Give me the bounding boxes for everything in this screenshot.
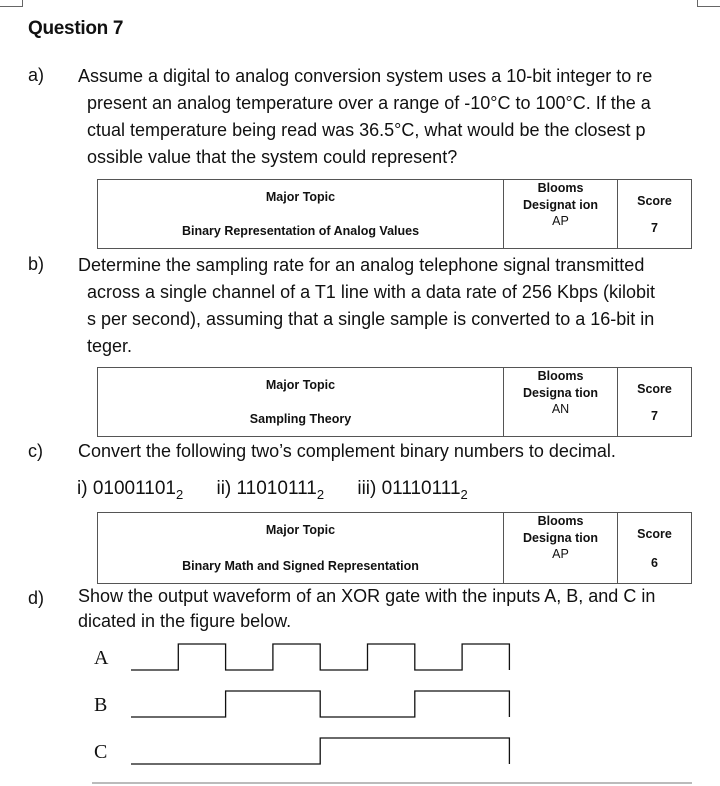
blooms-header: Blooms Designa tion	[522, 369, 598, 400]
part-b-line3: s per second), assuming that a single sample is converted to a 16-bit in	[87, 309, 655, 329]
binary-number-ii: ii) $11010111_2$	[216, 478, 325, 502]
score-value: 6	[651, 556, 658, 570]
part-d-label: d)	[28, 588, 45, 608]
waveform-label-c: C	[94, 741, 108, 763]
part-a-label: a)	[28, 65, 45, 85]
blooms-header: Blooms Designat ion	[522, 181, 598, 212]
waveform-label-b: B	[94, 694, 108, 716]
part-a-line2: present an analog temperature over a range of -10°C to 100°C. If the a	[87, 93, 651, 113]
question-title: Question 7	[28, 18, 124, 39]
part-c-label: c)	[28, 441, 43, 461]
blooms-value: AN	[551, 402, 570, 416]
score-value: 7	[651, 221, 658, 235]
binary-number-iii: iii) $01110111_2$	[357, 478, 468, 502]
score-header: Score	[637, 382, 672, 396]
waveform-c	[131, 738, 509, 764]
part-d-line2: dicated in the figure below.	[78, 611, 292, 631]
major-topic-value: Sampling Theory	[249, 412, 352, 426]
part-a-line4: ossible value that the system could represent?	[87, 147, 458, 167]
score-value: 7	[651, 409, 658, 423]
major-topic-value: Binary Representation of Analog Values	[181, 224, 420, 238]
binary-number-i: i) $01001101_2$	[77, 478, 184, 502]
part-b-line2: across a single channel of a T1 line with a data rate of 256 Kbps (kilobit	[87, 282, 656, 302]
waveform-label-a: A	[94, 647, 109, 669]
part-a-line3: ctual temperature being read was 36.5°C, what would be the closest p	[87, 120, 646, 140]
part-d-line1: Show the output waveform of an XOR gate with the inputs A, B, and C in	[78, 586, 656, 606]
blooms-value: AP	[552, 214, 569, 228]
score-header: Score	[637, 194, 672, 208]
blooms-value: AP	[552, 547, 569, 561]
major-topic-header: Major Topic	[265, 378, 336, 392]
part-b-line4: teger.	[87, 336, 133, 356]
major-topic-header: Major Topic	[265, 190, 336, 204]
part-b-label: b)	[28, 254, 45, 274]
blooms-header: Blooms Designa tion	[522, 514, 598, 545]
part-c-line1: Convert the following two’s complement binary numbers to decimal.	[78, 441, 616, 461]
waveform-a	[131, 644, 509, 670]
major-topic-header: Major Topic	[265, 523, 336, 537]
major-topic-value: Binary Math and Signed Representation	[182, 559, 419, 573]
part-a-line1: Assume a digital to analog conversion system uses a 10-bit integer to re	[78, 66, 653, 86]
part-b-line1: Determine the sampling rate for an analog telephone signal transmitted	[78, 255, 645, 275]
waveform-b	[131, 691, 509, 717]
score-header: Score	[637, 527, 672, 541]
